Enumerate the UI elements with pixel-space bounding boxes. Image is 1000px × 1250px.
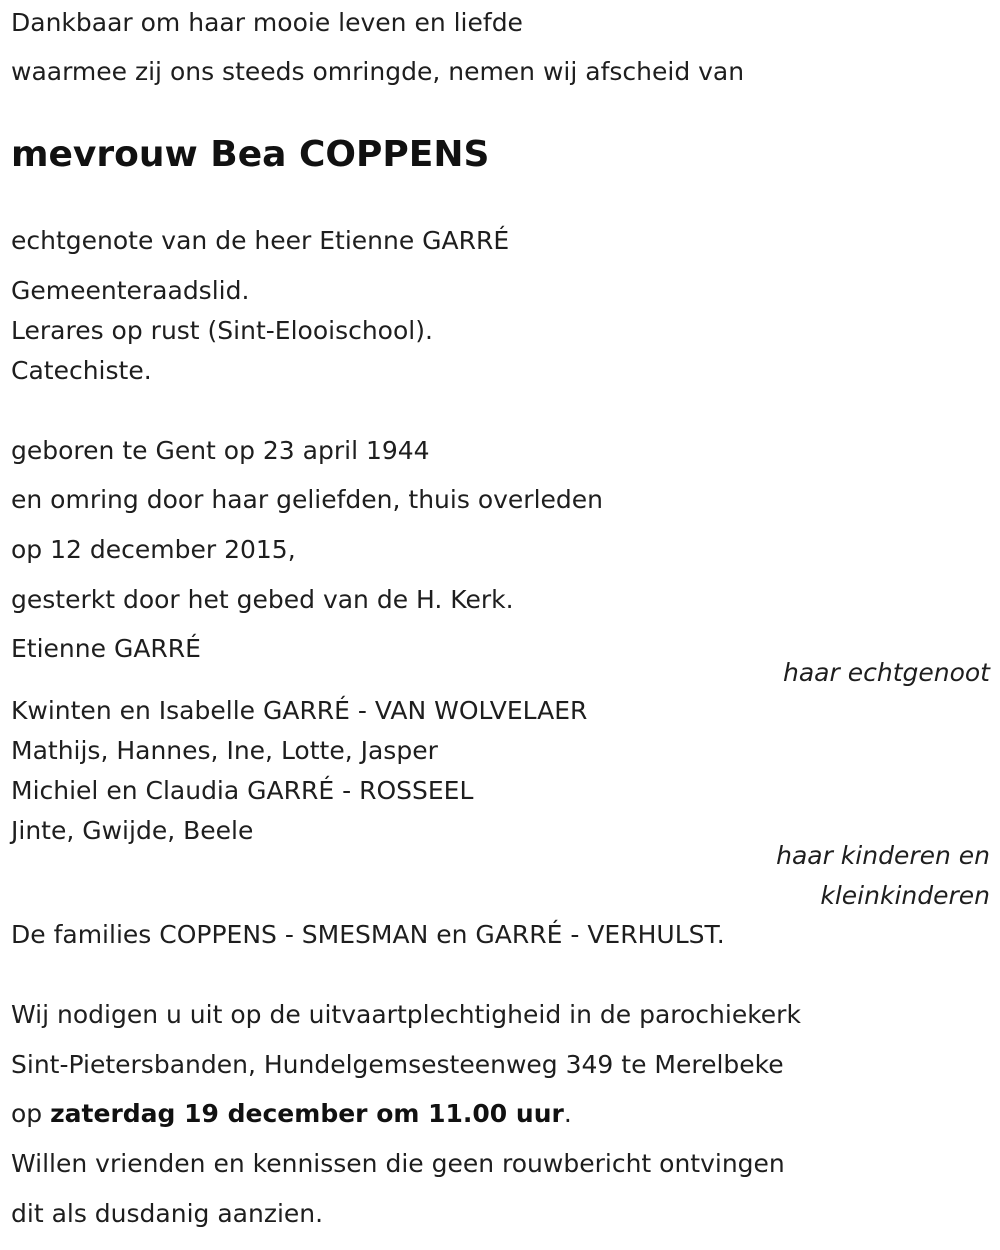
spouse-relation-label: haar echtgenoot <box>783 658 990 687</box>
role-line: Catechiste. <box>11 356 152 385</box>
born-line: geboren te Gent op 23 april 1944 <box>11 436 430 465</box>
intro-line-2: waarmee zij ons steeds omringde, nemen wij afscheid van <box>11 57 745 86</box>
deceased-name: mevrouw Bea COPPENS <box>11 134 490 175</box>
invitation-line-1: Wij nodigen u uit op de uitvaartplechtigheid in de parochiekerk <box>11 1000 801 1029</box>
died-line-2: op 12 december 2015, <box>11 535 296 564</box>
invitation-prefix: op <box>11 1099 51 1128</box>
families-line: De families COPPENS - SMESMAN en GARRÉ - VERHULST. <box>11 920 725 949</box>
strengthened-line: gesterkt door het gebed van de H. Kerk. <box>11 585 514 614</box>
invitation-line-4: Willen vrienden en kennissen die geen rouwbericht ontvingen <box>11 1149 785 1178</box>
child-line: Michiel en Claudia GARRÉ - ROSSEEL <box>11 776 474 805</box>
spouse-line: echtgenote van de heer Etienne GARRÉ <box>11 226 510 255</box>
role-line: Lerares op rust (Sint-Elooischool). <box>11 316 433 345</box>
died-line-1: en omring door haar geliefden, thuis overleden <box>11 485 603 514</box>
invitation-line-2: Sint-Pietersbanden, Hundelgemsesteenweg 349 te Merelbeke <box>11 1050 784 1079</box>
child-line: Kwinten en Isabelle GARRÉ - VAN WOLVELAER <box>11 696 588 725</box>
invitation-line-3 <box>11 1099 572 1129</box>
children-relation-label-1: haar kinderen en <box>776 841 990 870</box>
grandchildren-line: Mathijs, Hannes, Ine, Lotte, Jasper <box>11 736 438 765</box>
invitation-line-5: dit als dusdanig aanzien. <box>11 1199 324 1228</box>
invitation-suffix: . <box>563 1099 572 1128</box>
children-relation-label-2: kleinkinderen <box>820 881 990 910</box>
spouse-name: Etienne GARRÉ <box>11 634 201 663</box>
funeral-date-time: zaterdag 19 december om 11.00 uur <box>50 1099 564 1128</box>
role-line: Gemeenteraadslid. <box>11 276 250 305</box>
grandchildren-line: Jinte, Gwijde, Beele <box>11 816 254 845</box>
intro-line-1: Dankbaar om haar mooie leven en liefde <box>11 8 523 37</box>
